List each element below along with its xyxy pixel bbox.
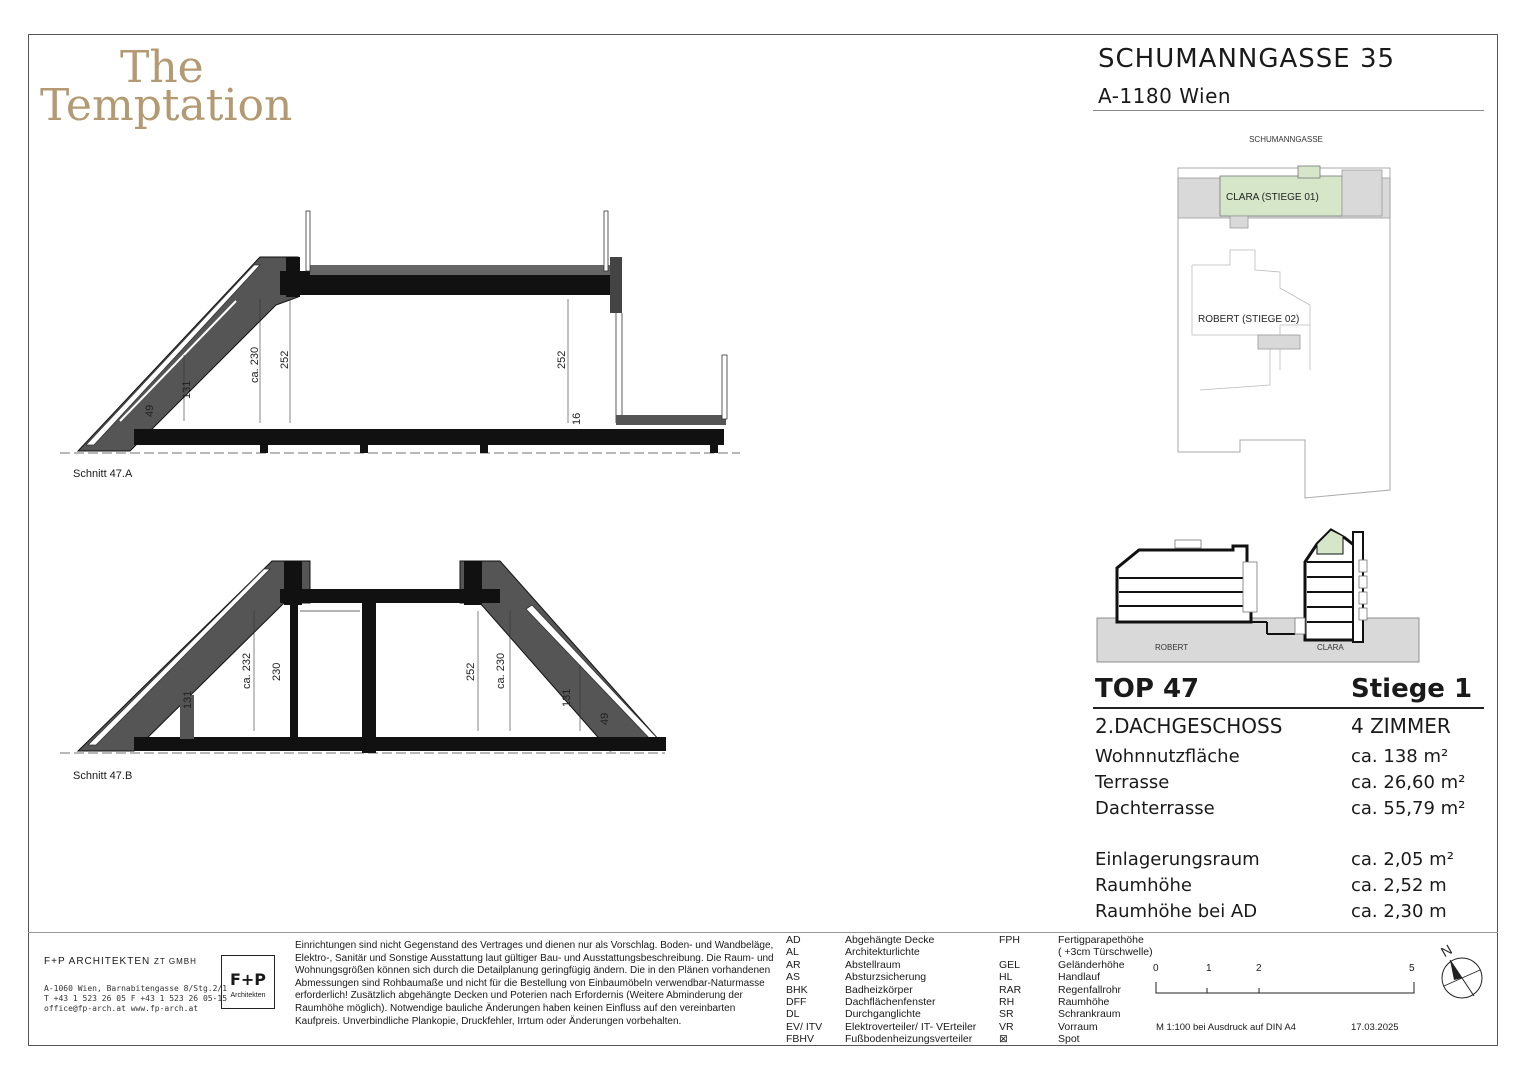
unit-stiege: Stiege 1	[1351, 674, 1473, 704]
section-a-drawing	[60, 205, 750, 460]
area-value-terrasse: ca. 26,60 m²	[1351, 772, 1466, 793]
site-street-label: SCHUMANNGASSE	[1249, 135, 1323, 144]
legend-abbr: RAR	[999, 983, 1022, 996]
area-label-einlagerungsraum: Einlagerungsraum	[1095, 849, 1260, 870]
legend-abbr: AS	[786, 971, 801, 984]
legend-abbr: FBHV	[786, 1033, 815, 1046]
north-label: N	[1438, 941, 1455, 961]
legend-desc: Fertigparapethöhe	[1058, 934, 1144, 946]
unit-floor: 2.DACHGESCHOSS	[1095, 714, 1283, 738]
area-label-dachterrasse: Dachterrasse	[1095, 798, 1215, 819]
area-label-raumhoehe-ad: Raumhöhe bei AD	[1095, 901, 1258, 922]
area-label-terrasse: Terrasse	[1095, 772, 1170, 793]
section-a-dim-4: 252	[279, 350, 291, 369]
section-a-dim-3: ca. 230	[249, 346, 261, 383]
unit-top-number: TOP 47	[1095, 674, 1200, 704]
architect-logo-sub: Architekten	[230, 992, 266, 999]
area-value-einlagerungsraum: ca. 2,05 m²	[1351, 849, 1454, 870]
architect-address: A-1060 Wien, Barnabitengasse 8/Stg.2/1	[44, 984, 228, 993]
section-b-dim-3: 230	[271, 662, 283, 681]
north-arrow-icon	[1432, 940, 1492, 1010]
scale-bar	[1155, 980, 1417, 996]
legend-desc: Badheizkörper	[845, 983, 913, 996]
section-b-drawing	[60, 555, 680, 760]
legend-desc: Architekturlichte	[845, 946, 920, 959]
legend-desc: Regenfallrohr	[1058, 983, 1122, 996]
legend-desc: Vorraum	[1058, 1020, 1098, 1033]
legend-abbr: GEL	[999, 958, 1021, 971]
legend-abbr: HL	[999, 971, 1013, 984]
site-robert-label: ROBERT (STIEGE 02)	[1198, 314, 1300, 325]
legend-desc: Elektroverteiler/ IT- VErteiler	[845, 1020, 977, 1033]
area-label-raumhoehe: Raumhöhe	[1095, 875, 1192, 896]
elevation-clara-label: CLARA	[1317, 643, 1344, 652]
legend-abbreviations-left	[786, 934, 996, 1046]
brand-logo-line2: Temptation	[40, 80, 293, 131]
header-rule	[1093, 110, 1484, 111]
section-a-dim-6: 16	[571, 412, 583, 425]
area-value-raumhoehe-ad: ca. 2,30 m	[1351, 901, 1447, 922]
building-elevation	[1095, 522, 1425, 667]
legend-abbr: AR	[786, 958, 801, 971]
scale-tick-1: 1	[1206, 963, 1212, 974]
architect-name	[44, 956, 197, 967]
address-city: A-1180 Wien	[1098, 84, 1232, 108]
section-b-dim-5: ca. 230	[495, 652, 507, 689]
section-a-dim-5: 252	[556, 350, 568, 369]
section-b-dim-1: 131	[182, 690, 194, 709]
legend-abbr: AL	[786, 946, 799, 959]
legend-desc: Absturzsicherung	[845, 971, 927, 984]
elevation-unit-highlight	[1317, 530, 1343, 554]
legend-desc: Geländerhöhe	[1058, 958, 1125, 971]
section-a-label: Schnitt 47.A	[73, 468, 133, 480]
architect-logo	[221, 955, 275, 1009]
legend-abbr: DFF	[786, 995, 807, 1008]
scale-tick-0: 0	[1153, 963, 1159, 974]
legend-abbreviations-right	[999, 934, 1159, 1046]
area-label-wohnnutzflaeche: Wohnnutzfläche	[1095, 746, 1240, 767]
disclaimer-text: Einrichtungen sind nicht Gegenstand des Vertrages und dienen nur als Vorschlag. Boden- und Wandbeläge, Elektro-, Sanitär und Sonstige Ausstattung laut gültiger Bau- und Ausstattungsbeschreibung. Die Raum- und Wohnungsgrößen können sich durch die Detailplanung geringfügig ändern. Die in den Plänen vorhandenen Abmessungen sind Rohbaumaße und nicht für die Bestellung von Einbaumöbeln verwendbar-Naturmasse erforderlich! Zusätzlich abgehängte Decken und Poterien nach Erfordernis (Weitere Abminderung der Raumhöhe möglich). Notwendige bauliche Änderungen haben keinen Einfluss auf den vereinbarten Kaufpreis. Unverbindliche Plankopie, Druckfehler, Irrtum oder Änderungen vorbehalten.	[295, 940, 774, 1027]
legend-abbr: EV/ ITV	[786, 1020, 823, 1033]
section-b-dim-6: 131	[561, 688, 573, 707]
legend-abbr: RH	[999, 995, 1015, 1008]
legend-desc: Spot	[1058, 1033, 1080, 1046]
legend-abbr: DL	[786, 1008, 800, 1021]
legend-desc: Schrankraum	[1058, 1008, 1121, 1021]
architect-name-text: F+P ARCHITEKTEN	[44, 956, 151, 967]
legend-abbr: FPH	[999, 934, 1020, 946]
legend-abbr: BHK	[786, 983, 808, 996]
scale-tick-5: 5	[1409, 963, 1415, 974]
section-a-dim-2: 131	[181, 380, 193, 399]
legend-abbr: VR	[999, 1020, 1014, 1033]
brand-logo-line1: The	[120, 42, 204, 93]
section-b-label: Schnitt 47.B	[73, 770, 133, 782]
site-clara-label: CLARA (STIEGE 01)	[1226, 192, 1319, 203]
legend-desc: Fußbodenheizungsverteiler	[845, 1033, 973, 1046]
architect-phone: T +43 1 523 26 05 F +43 1 523 26 05-15	[44, 994, 228, 1003]
scale-tick-2: 2	[1256, 963, 1262, 974]
footer-rule	[28, 932, 1498, 933]
section-b-dim-2: ca. 232	[241, 652, 253, 689]
area-value-raumhoehe: ca. 2,52 m	[1351, 875, 1447, 896]
legend-desc: Durchganglichte	[845, 1008, 921, 1021]
site-plan	[1170, 130, 1400, 505]
plan-date: 17.03.2025	[1351, 1022, 1399, 1033]
legend-desc: Raumhöhe	[1058, 995, 1110, 1008]
legend-abbr: AD	[786, 934, 801, 946]
area-value-wohnnutzflaeche: ca. 138 m²	[1351, 746, 1449, 767]
unit-rooms: 4 ZIMMER	[1351, 714, 1451, 738]
architect-logo-text: F+P	[229, 970, 267, 989]
legend-desc: Dachflächenfenster	[845, 995, 936, 1008]
architect-web: office@fp-arch.at www.fp-arch.at	[44, 1004, 199, 1013]
address-street: SCHUMANNGASSE 35	[1098, 44, 1396, 74]
legend-desc: ( +3cm Türschwelle)	[1058, 946, 1153, 959]
legend-desc: Abstellraum	[845, 958, 901, 971]
section-b-dim-7: 49	[599, 712, 611, 725]
unit-rule	[1093, 707, 1484, 709]
legend-abbr: SR	[999, 1008, 1014, 1021]
scale-note: M 1:100 bei Ausdruck auf DIN A4	[1156, 1022, 1296, 1033]
architect-suffix: ZT GMBH	[154, 957, 197, 966]
legend-desc: Handlauf	[1058, 971, 1101, 984]
area-value-dachterrasse: ca. 55,79 m²	[1351, 798, 1466, 819]
section-a-dim-1: 49	[144, 404, 156, 417]
legend-desc: Abgehängte Decke	[845, 934, 935, 946]
section-b-dim-4: 252	[465, 662, 477, 681]
elevation-robert-label: ROBERT	[1155, 643, 1189, 652]
legend-spot-icon: ⊠	[999, 1033, 1008, 1046]
